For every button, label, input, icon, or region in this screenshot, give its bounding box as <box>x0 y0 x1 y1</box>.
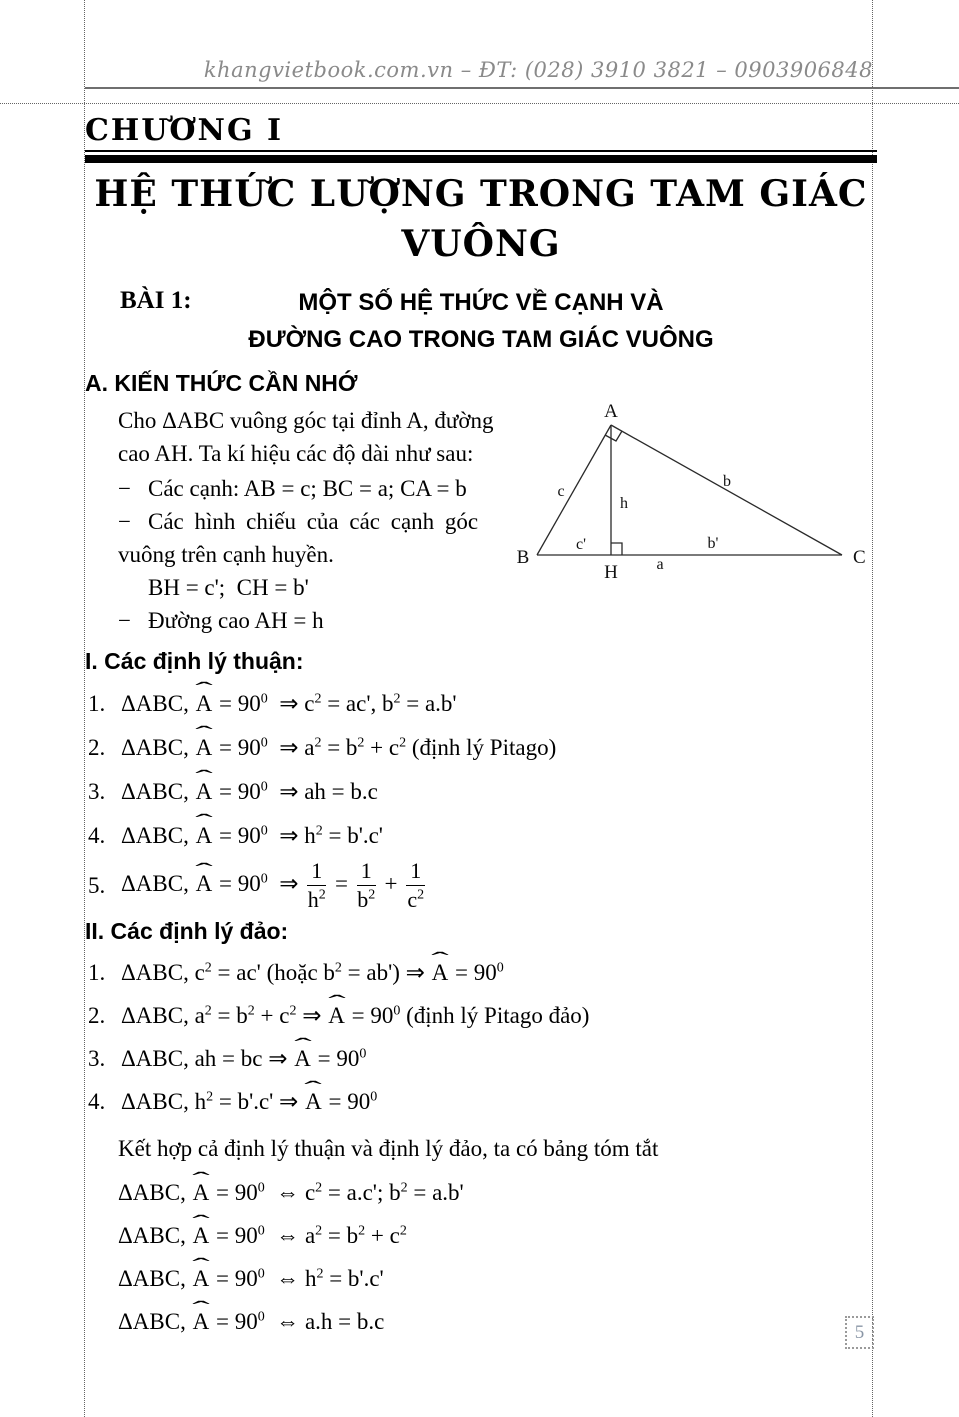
height-h-label: h <box>620 495 628 512</box>
formula-text: ΔABC, ˆ $A = 90^0$ ⇒ ah = b.c <box>121 779 378 805</box>
formula-text: ΔABC, ˆ $A = 90^0$ ⇒ $c^2 = ac'$, $b^2 = a.b'$ <box>121 691 457 717</box>
section-ii-heading: II. Các định lý đảo: <box>85 917 289 944</box>
formula-text: ΔABC, ˆ $A = 90^0$ ⇒ $h^2 = b'.c'$ <box>121 823 383 849</box>
side-a-label: a <box>656 556 664 573</box>
page-number-value: 5 <box>854 1321 865 1343</box>
right-angle-mark-h <box>611 543 622 555</box>
chapter-heading: CHƯƠNG I <box>85 113 284 148</box>
side-ac-line <box>611 425 842 555</box>
foot-h-label: H <box>604 562 618 583</box>
chapter-divider <box>85 150 877 163</box>
formula-row <box>85 858 877 914</box>
bullet-item <box>118 604 563 637</box>
formula-text: ΔABC, $h^2 = b'.c'$ ⇒ ˆ $A = 90^0$ <box>121 1089 377 1115</box>
list-number: 1. <box>88 960 106 986</box>
bullet-text: Đường cao AH = h <box>148 608 324 633</box>
formula-row <box>85 770 877 814</box>
lesson-title-line1: MỘT SỐ HỆ THỨC VỀ CẠNH VÀ <box>298 289 664 316</box>
formula-row <box>85 1081 877 1124</box>
header-website-text: khangvietbook.com.vn – ĐT: (028) 3910 3821 – 0903906848 <box>203 58 873 82</box>
bullet-marker: − <box>118 509 131 534</box>
right-angle-mark-a <box>605 431 622 441</box>
bullet-marker: − <box>118 476 131 501</box>
side-ab-line <box>537 425 611 555</box>
bullet-line <box>118 604 563 637</box>
list-number: 2. <box>88 1003 106 1029</box>
list-number: 4. <box>88 823 106 848</box>
main-title: HỆ THỨC LƯỢNG TRONG TAM GIÁC VUÔNG <box>94 173 868 265</box>
page-number <box>845 1316 874 1349</box>
formula-text: ΔABC, $a^2 = b^2 + c^2$ ⇒ ˆ $A = 90^0$ (định lý Pitago đảo) <box>121 1003 589 1029</box>
lesson-header <box>85 287 877 319</box>
bullet-text: vuông trên cạnh huyền. <box>118 542 334 567</box>
segment-c-prime-label: c' <box>576 536 586 553</box>
vertex-a-label: A <box>604 401 618 422</box>
list-number: 3. <box>88 1046 106 1072</box>
intro-line2: cao AH. Ta kí hiệu các độ dài như sau: <box>118 441 474 466</box>
triangle-diagram <box>495 396 885 596</box>
lesson-title-line2: ĐƯỜNG CAO TRONG TAM GIÁC VUÔNG <box>248 326 714 353</box>
formula-text: ΔABC, $c^2 = ac'$ (hoặc $b^2 = ab'$) ⇒ ˆ $A = 90^0$ <box>121 960 504 986</box>
segment-b-prime-label: b' <box>707 535 719 552</box>
formula-text: ΔABC, ˆ $A = 90^0$ ⇔ $c^2 = a.c'$; $b^2 = a.b'$ <box>118 1180 464 1206</box>
list-number: 4. <box>88 1089 106 1115</box>
formula-row <box>85 952 877 995</box>
bullet-text: Các hình chiếu của các cạnh góc <box>148 509 479 534</box>
formula-text: ΔABC, ˆ $A = 90^0$ ⇔ $h^2 = b'.c'$ <box>118 1266 384 1292</box>
section-a-heading: A. KIẾN THỨC CẦN NHỚ <box>85 370 358 396</box>
header-rule <box>85 87 959 89</box>
side-b-label: b <box>723 473 731 490</box>
formula-row <box>85 1038 877 1081</box>
formula-text: ΔABC, ˆ $A = 90^0$ ⇔ $a^2 = b^2 + c^2$ <box>118 1223 407 1249</box>
list-number: 1. <box>88 691 106 716</box>
bullet-text: BH = c'; CH = b' <box>148 575 309 600</box>
section-i-heading: I. Các định lý thuận: <box>85 648 304 674</box>
side-c-label: c <box>557 483 565 500</box>
vertex-c-label: C <box>853 547 866 568</box>
theorem-list-converse <box>85 952 877 1124</box>
formula-text: ΔABC, ˆ $A = 90^0$ ⇒ $a^2 = b^2 + c^2$ (định lý Pitago) <box>121 735 556 761</box>
formula-text: ΔABC, ˆ $A = 90^0$ ⇒ $\frac{1}{h^2}$ = $\frac{1}{b^2}$ + $\frac{1}{c^2}$ <box>121 858 428 914</box>
formula-text: ΔABC, ah = bc ⇒ ˆ $A = 90^0$ <box>121 1046 366 1072</box>
formula-row <box>85 682 877 726</box>
summary-intro: Kết hợp cả định lý thuận và định lý đảo, ta có bảng tóm tắt <box>118 1135 659 1161</box>
lesson-label: BÀI 1: <box>120 287 192 314</box>
formula-row <box>85 814 877 858</box>
list-number: 3. <box>88 779 106 804</box>
intro-paragraph <box>118 404 558 470</box>
formula-row <box>118 1301 877 1344</box>
bullet-marker: − <box>118 608 131 633</box>
list-number: 5. <box>88 872 106 898</box>
formula-row <box>85 995 877 1038</box>
formula-row <box>85 726 877 770</box>
page-content <box>85 103 877 1344</box>
vertex-b-label: B <box>516 547 530 568</box>
formula-text: ΔABC, ˆ $A = 90^0$ ⇔ a.h = b.c <box>118 1309 384 1335</box>
list-number: 2. <box>88 735 106 760</box>
formula-row <box>118 1258 877 1301</box>
bullet-text: Các cạnh: AB = c; BC = a; CA = b <box>148 476 467 501</box>
formula-row <box>118 1215 877 1258</box>
summary-list <box>118 1172 877 1344</box>
intro-line1: Cho ΔABC vuông góc tại đỉnh A, đường <box>118 408 494 433</box>
formula-row <box>118 1172 877 1215</box>
theorem-list-forward <box>85 682 877 914</box>
